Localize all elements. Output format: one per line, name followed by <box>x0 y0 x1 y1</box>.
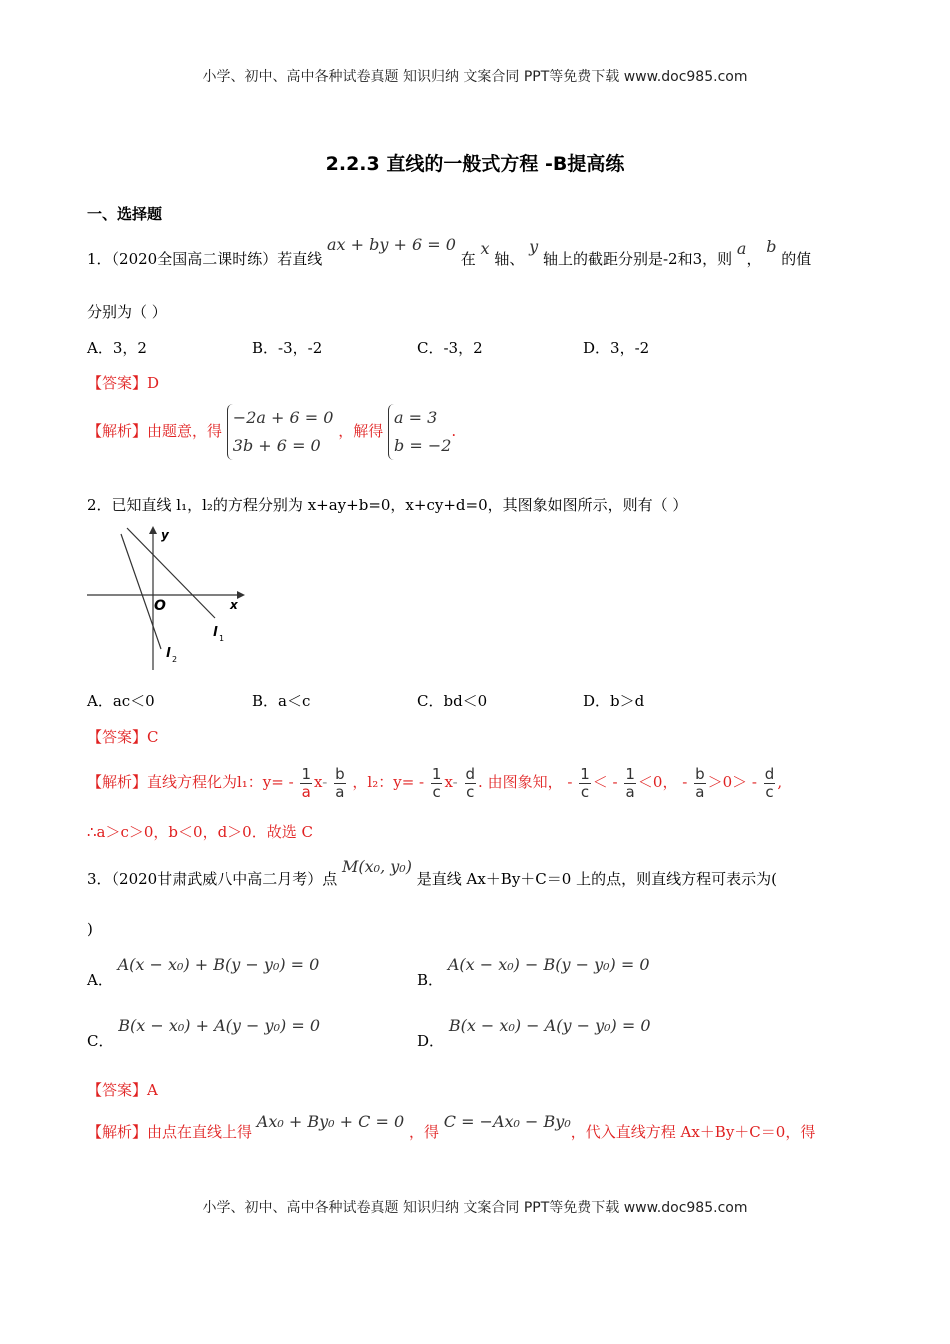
y-axis-arrow <box>149 526 157 534</box>
label-l1: l <box>213 625 218 640</box>
q3-text-a: 3．（2020甘肃武威八中高二月考）点 <box>87 870 338 888</box>
q2-answer: 【答案】C <box>87 728 159 746</box>
label-l2-subscript: 2 <box>172 655 178 664</box>
q3-analysis-eq-1: Ax₀ + By₀ + C = 0 <box>256 1112 405 1131</box>
x-axis-arrow <box>237 591 245 599</box>
q3-option-a-label: A． <box>87 971 113 989</box>
q3-option-d <box>417 1015 651 1050</box>
q1-var-b: b <box>766 237 777 256</box>
q1-analysis-period: . <box>451 422 457 440</box>
q1-text-e: 的值 <box>781 250 812 268</box>
q3-option-b-label: B． <box>417 971 444 989</box>
q3-analysis-text-2: ，得 <box>408 1123 439 1141</box>
q2-analysis-text-5: ＞0＞ - <box>707 773 757 791</box>
q1-equation: ax + by + 6 = 0 <box>327 235 456 254</box>
q2-option-a: A．ac＜0 <box>87 692 155 710</box>
q2-analysis-text-2: ，l₂：y= - <box>352 773 425 791</box>
page-title: 2.2.3 直线的一般式方程 -B提高练 <box>325 153 625 175</box>
q1-var-y: y <box>529 237 539 256</box>
q1-system-1 <box>227 404 334 460</box>
q1-option-a: A．3，2 <box>87 339 147 357</box>
q1-analysis-text-a: 【解析】由题意，得 <box>87 422 223 440</box>
q2-analysis <box>87 759 782 805</box>
q2-analysis-comma: , <box>777 773 783 791</box>
q3-option-d-label: D． <box>417 1032 445 1050</box>
label-l2: l <box>166 646 171 661</box>
section-heading: 一、选择题 <box>87 205 163 223</box>
q1-system-2-row2: b = −2 <box>394 436 452 455</box>
fraction-b-over-a-2: $\frac{b}{a}$ <box>695 765 705 801</box>
page-header: 小学、初中、高中各种试卷真题 知识归纳 文案合同 PPT等免费下载 www.doc985.com <box>202 69 748 85</box>
q1-text-a: 1．（2020全国高二课时练）若直线 <box>87 250 323 268</box>
q2-analysis-lt: ＜ - <box>592 773 618 791</box>
question-1-stem <box>87 236 811 282</box>
minus-sign-2: - <box>452 773 458 791</box>
q2-analysis-line2: ∴a＞c＞0，b＜0，d＞0．故选 C <box>87 823 313 841</box>
q2-option-b: B．a＜c <box>252 692 311 710</box>
q2-option-d: D．b＞d <box>583 692 645 710</box>
q1-system-1-row2: 3b + 6 = 0 <box>232 436 321 455</box>
q3-analysis-eq-2: C = −Ax₀ − By₀ <box>443 1112 571 1131</box>
q3-analysis-text-3: ，代入直线方程 Ax＋By＋C＝0，得 <box>570 1123 816 1141</box>
q3-option-a-expr: A(x − x₀) + B(y − y₀) = 0 <box>117 955 320 974</box>
q3-option-c <box>87 1015 320 1050</box>
minus-sign: - <box>322 773 328 791</box>
label-x: x <box>230 598 238 612</box>
q2-option-c: C．bd＜0 <box>417 692 488 710</box>
page-footer: 小学、初中、高中各种试卷真题 知识归纳 文案合同 PPT等免费下载 www.doc985.com <box>202 1200 748 1216</box>
q3-text-b: 是直线 Ax＋By＋C＝0 上的点，则直线方程可表示为( <box>416 870 777 888</box>
q1-answer: 【答案】D <box>87 374 160 392</box>
q1-text-c: 轴、 <box>494 250 525 268</box>
q3-answer: 【答案】A <box>87 1081 158 1099</box>
q1-analysis-text-b: ，解得 <box>338 422 384 440</box>
q1-text-b: 在 <box>460 250 476 268</box>
fraction-d-over-c-2: $\frac{d}{c}$ <box>764 765 775 801</box>
line-l2 <box>121 534 161 649</box>
q1-stem-line2: 分别为（ ） <box>87 303 167 321</box>
q2-analysis-text-3: . 由图象知， - <box>478 773 573 791</box>
q1-comma: ， <box>746 250 762 268</box>
q2-analysis-text-1: 【解析】直线方程化为l₁：y= - <box>87 773 294 791</box>
q3-stem-line2: ) <box>87 920 93 938</box>
q1-option-b: B．-3，-2 <box>252 339 323 357</box>
fraction-1-over-c: $\frac{1}{c}$ <box>431 765 442 801</box>
q3-analysis <box>87 1112 815 1152</box>
label-l1-subscript: 1 <box>219 634 225 643</box>
q3-option-c-expr: B(x − x₀) + A(y − y₀) = 0 <box>118 1016 320 1035</box>
fraction-1-over-c-2: $\frac{1}{c}$ <box>580 765 590 801</box>
q1-analysis <box>87 404 456 460</box>
q1-text-d: 轴上的截距分别是-2和3，则 <box>542 250 733 268</box>
fraction-d-over-c: $\frac{d}{c}$ <box>465 765 476 801</box>
q2-var-x: x <box>314 773 323 791</box>
q2-figure <box>87 522 247 672</box>
label-origin: O <box>154 598 166 614</box>
q1-system-1-row1: −2a + 6 = 0 <box>232 408 334 427</box>
label-y: y <box>161 528 169 542</box>
q1-var-a: a <box>736 239 747 258</box>
question-3-stem <box>87 858 777 900</box>
q1-system-2 <box>388 404 451 460</box>
question-2-stem: 2．已知直线 l₁，l₂的方程分别为 x+ay+b=0，x+cy+d=0，其图象如图所示，则有（ ） <box>87 496 688 514</box>
q3-analysis-text-1: 【解析】由点在直线上得 <box>87 1123 253 1141</box>
q3-option-b-expr: A(x − x₀) − B(y − y₀) = 0 <box>447 955 650 974</box>
q3-option-d-expr: B(x − x₀) − A(y − y₀) = 0 <box>448 1016 651 1035</box>
q3-option-c-label: C． <box>87 1032 114 1050</box>
q1-option-c: C．-3，2 <box>417 339 483 357</box>
q1-var-x: x <box>480 239 490 258</box>
q3-option-b <box>417 954 650 989</box>
fraction-1-over-a: $\frac{1}{a}$ <box>301 765 312 801</box>
fraction-1-over-a-2: $\frac{1}{a}$ <box>625 765 635 801</box>
q2-analysis-text-4: ＜0， - <box>637 773 688 791</box>
q3-option-a <box>87 954 320 989</box>
q1-system-2-row1: a = 3 <box>394 408 438 427</box>
fraction-b-over-a: $\frac{b}{a}$ <box>335 765 345 801</box>
q3-point: M(x₀, y₀) <box>342 857 412 876</box>
q2-var-x-2: x <box>444 773 453 791</box>
line-l1 <box>127 528 215 618</box>
q1-option-d: D．3，-2 <box>583 339 650 357</box>
